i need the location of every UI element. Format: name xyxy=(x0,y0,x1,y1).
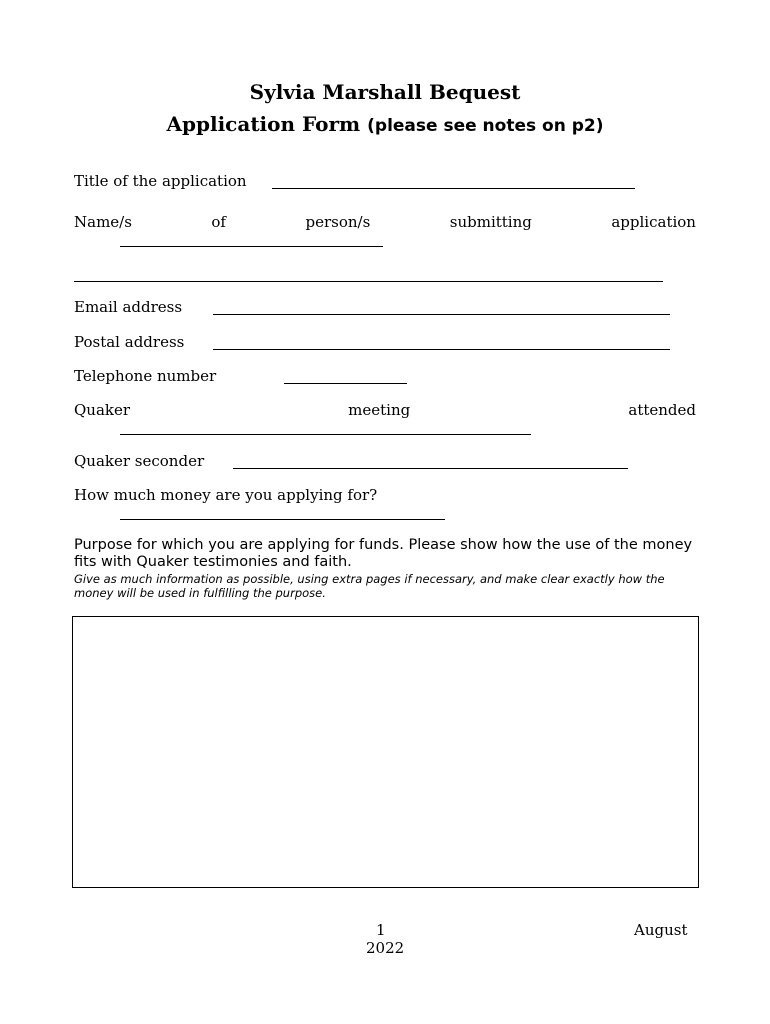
names-label-word: application xyxy=(611,213,696,231)
meeting-label-word: meeting xyxy=(348,401,411,419)
page-number: 1 xyxy=(376,921,386,939)
names-field-line-2[interactable] xyxy=(74,281,663,282)
meeting-label-word: attended xyxy=(628,401,696,419)
money-field[interactable] xyxy=(120,519,445,520)
names-label-word: Name/s xyxy=(74,213,132,231)
names-label-word: submitting xyxy=(449,213,532,231)
form-subtitle xyxy=(0,112,770,136)
money-label: How much money are you applying for? xyxy=(74,486,378,504)
seconder-label: Quaker seconder xyxy=(74,452,205,470)
meeting-field[interactable] xyxy=(120,434,531,435)
names-label-word: of xyxy=(211,213,226,231)
postal-address-field[interactable] xyxy=(213,349,670,350)
footer-year: 2022 xyxy=(366,939,405,957)
application-title-label: Title of the application xyxy=(74,172,247,190)
form-subtitle-note: (please see notes on p2) xyxy=(367,116,604,136)
names-field-line-1[interactable] xyxy=(120,246,383,247)
meeting-label-word: Quaker xyxy=(74,401,131,419)
names-label-word: person/s xyxy=(305,213,371,231)
seconder-field[interactable] xyxy=(233,468,628,469)
footer-month: August xyxy=(634,921,688,939)
email-label: Email address xyxy=(74,298,183,316)
email-field[interactable] xyxy=(213,314,670,315)
telephone-label: Telephone number xyxy=(74,367,217,385)
purpose-note: Give as much information as possible, using extra pages if necessary, and make clear exactly how the money will be used in fulfilling the purpose. xyxy=(74,572,665,600)
application-title-field[interactable] xyxy=(272,188,635,189)
meeting-label xyxy=(74,401,696,419)
form-subtitle-text: Application Form xyxy=(166,112,361,136)
purpose-text-box[interactable] xyxy=(72,616,699,888)
postal-address-label: Postal address xyxy=(74,333,185,351)
purpose-label: Purpose for which you are applying for funds. Please show how the use of the money fits with Quaker testimonies and faith. xyxy=(74,537,693,570)
names-label xyxy=(74,213,696,231)
telephone-field[interactable] xyxy=(284,383,407,384)
form-title: Sylvia Marshall Bequest xyxy=(249,80,521,104)
